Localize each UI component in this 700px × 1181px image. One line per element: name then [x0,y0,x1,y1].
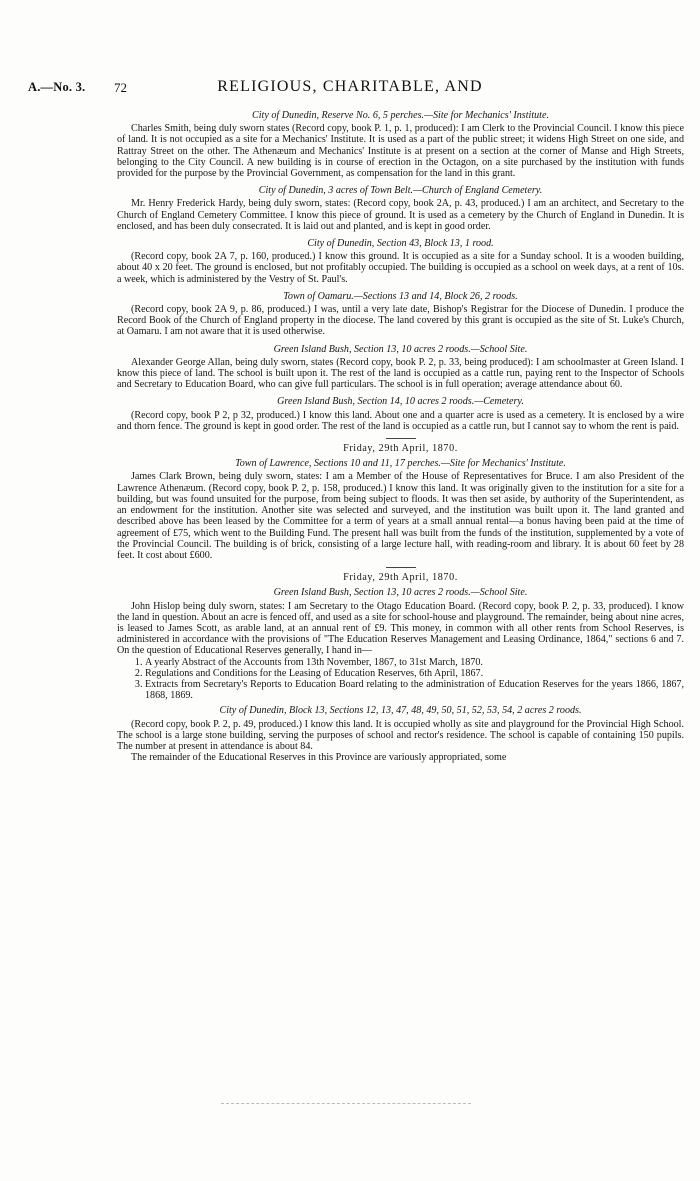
testimony-paragraph: (Record copy, book 2A 7, p. 160, produced.) I know this ground. It is occupied as a site for a Sunday school. It is a wooden building, about 40 x 20 feet. The ground is enclosed, but not profitably occupied. The building is occupied as a school on week days, at a rent of 10s. a week, which is administered by the Vestry of St. Paul's. [117,251,684,285]
testimony-paragraph: (Record copy, book 2A 9, p. 86, produced.) I was, until a very late date, Bishop's Registrar for the Diocese of Dunedin. I produce the Record Book of the Church of England property in the diocese. The land covered by this grant is occupied as the site of St. Luke's Church, at Oamaru. I am not aware that it is used otherwise. [117,304,684,338]
section-heading: City of Dunedin, Section 43, Block 13, 1 rood. [307,238,494,250]
section-divider [386,567,416,568]
section-oamaru-church [117,291,684,338]
running-title: RELIGIOUS, CHARITABLE, AND [217,78,483,95]
document-series-label: A.—No. 3. [28,80,86,94]
section-heading: City of Dunedin, Block 13, Sections 12, 13, 47, 48, 49, 50, 51, 52, 53, 54, 2 acres 2 roods. [219,705,582,717]
testimony-paragraph: James Clark Brown, being duly sworn, states: I am a Member of the House of Representatives for Bruce. I am also President of the Lawrence Athenæum. (Record copy, book P. 2, p. 158, produced.) I know this land. It was originally given to the institution for a site for a building, but was found unsuited for the purpose, from being subject to floods. It was then set aside, by authority of the Superintendent, as an endowment for the institution. Another site was selected and surveyed, and the institution was built upon it. The land granted and described above has been leased by the Committee for a term of years at a small annual rental—a bonus having been paid at the time of agreement of £75, which went to the Building Fund. The present hall was built from the funds of the institution, supplemented by a vote of the Provincial Council. The building is of brick, consisting of a large lecture hall, with reading-room and library. It is about 60 feet by 28 feet. It cost about £600. [117,471,684,561]
testimony-paragraph: John Hislop being duly sworn, states: I am Secretary to the Otago Education Board. (Record copy, book P. 2, p. 33, produced). I know the land in question. About an acre is fenced off, and used as a site for school-house and playground. The remainder, being about nine acres, is leased to James Scott, as arable land, at an annual rent of £9. This money, in common with all other rents from School Reserves, is administered in accordance with the provisions of "The Education Reserves Management and Leasing Ordinance, 1864," sections 6 and 7. On the question of Educational Reserves generally, I hand in— [117,600,684,657]
section-lawrence-athenaeum [117,443,684,561]
list-item: 1. A yearly Abstract of the Accounts from 13th November, 1867, to 31st March, 1870. [145,657,684,668]
section-mechanics-institute-dunedin [117,110,684,179]
list-item: 2. Regulations and Conditions for the Leasing of Education Reserves, 6th April, 1867. [145,668,684,679]
list-item: 3. Extracts from Secretary's Reports to Education Board relating to the administration of Education Reserves for the years 1866, 1867, 1868, 1869. [145,679,684,701]
section-church-of-england-cemetery [117,185,684,232]
page-bottom-divider [221,1103,471,1104]
page-header [28,80,672,100]
section-green-island-school-hislop [117,572,684,701]
session-date: Friday, 29th April, 1870. [343,572,458,584]
section-heading: City of Dunedin, 3 acres of Town Belt.—Church of England Cemetery. [258,185,543,197]
section-heading: Town of Lawrence, Sections 10 and 11, 17 perches.—Site for Mechanics' Institute. [235,458,566,470]
page-number: 72 [114,80,127,95]
section-green-island-cemetery [117,396,684,432]
testimony-paragraph: (Record copy, book P. 2, p. 49, produced.) I know this land. It is occupied wholly as site and playground for the Provincial High School. The school is a large stone building, serving the purposes of school and rector's residence. The school is capable of containing 150 pupils. The number at present in attendance is about 84. [117,718,684,752]
section-heading: Green Island Bush, Section 13, 10 acres 2 roods.—School Site. [273,587,528,599]
section-high-school [117,705,684,763]
testimony-paragraph: Charles Smith, being duly sworn states (Record copy, book P. 1, p. 1, produced): I am Clerk to the Provincial Council. I know this piece of land. It is not occupied as a site for a Mechanics' Institute. It is used as a part of the public street; it widens High Street on one side, and Rattray Street on the other. The Athenæum and Mechanics' Institute is at present on a section at the corner of Manse and High Streets, belonging to the City Council. A new building is in course of erection in the Octagon, on a site purchased by the institution with funds provided for the purpose by the Provincial Government, as compensation for the land in this grant. [117,123,684,180]
section-green-island-school [117,344,684,391]
document-body [117,106,684,763]
section-heading: City of Dunedin, Reserve No. 6, 5 perches.—Site for Mechanics' Institute. [252,110,549,121]
session-date: Friday, 29th April, 1870. [343,443,458,455]
section-sunday-school [117,238,684,285]
testimony-paragraph: (Record copy, book P 2, p 32, produced.) I know this land. About one and a quarter acre is used as a cemetery. It is enclosed by a wire and thorn fence. The ground is kept in good order. The rest of the land is occupied as a cattle run, but I cannot say to whom the rent is paid. [117,409,684,432]
testimony-paragraph-continued: The remainder of the Educational Reserves in this Province are variously appropriated, some [131,752,507,764]
section-heading: Green Island Bush, Section 14, 10 acres 2 roods.—Cemetery. [277,396,524,408]
testimony-paragraph: Alexander George Allan, being duly sworn, states (Record copy, book P. 2, p. 33, being produced): I am schoolmaster at Green Island. I know this piece of land. The school is built upon it. The rest of the land is occupied as a cattle run, paying rent to the Inspector of Schools and Secretary to Education Board, who can give full particulars. The school is in full operation; average attendance about 60. [117,356,684,391]
documents-list [117,657,684,702]
testimony-paragraph: Mr. Henry Frederick Hardy, being duly sworn, states: (Record copy, book 2A, p. 43, produced.) I am an architect, and Secretary to the Church of England Cemetery Committee. I know this piece of ground. It is used as a cemetery by the Church of England in Dunedin. It is enclosed, and has been duly consecrated. It is laid out and planted, and is kept in good order. [117,198,684,232]
section-heading: Green Island Bush, Section 13, 10 acres 2 roods.—School Site. [273,343,528,355]
section-heading: Town of Oamaru.—Sections 13 and 14, Block 26, 2 roods. [283,290,518,302]
section-divider [386,438,416,439]
